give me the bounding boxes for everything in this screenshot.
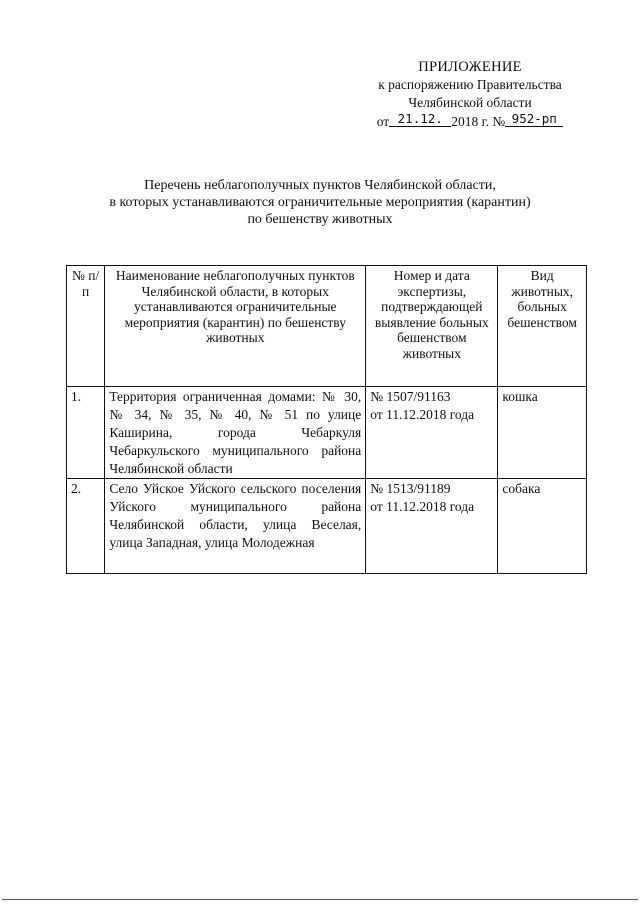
exam-number: № 1507/91163 [370, 389, 451, 404]
exam-date: от 11.12.2018 года [370, 407, 475, 422]
exam-number: № 1513/91189 [370, 481, 451, 496]
row-exam [366, 479, 498, 574]
appendix-region-line: Челябинской области [408, 95, 532, 110]
order-date: 21.12. [389, 112, 451, 127]
appendix-order-line: к распоряжению Правительства [378, 77, 562, 92]
row-animal: кошка [498, 387, 587, 479]
row-num: 1. [67, 387, 105, 479]
order-date-line [340, 112, 600, 131]
title-line-1: Перечень неблагополучных пунктов Челябинской области, [144, 178, 496, 193]
order-year: 2018 г. № [451, 114, 506, 129]
header-num: № п/п [67, 266, 105, 387]
row-location-name: Территория ограниченная домами: № 30, № 34, № 35, № 40, № 51 по улице Каширина, города Чебаркуля Чебаркульского муниципального района Челябинской области [105, 387, 366, 479]
header-animal: Вид животных, больных бешенством [498, 266, 587, 387]
locations-table [66, 265, 587, 574]
table-header-row [67, 266, 587, 387]
header-name: Наименование неблагополучных пунктов Челябинской области, в которых устанавливаются ограничительные мероприятия (карантин) по бешенству животных [105, 266, 366, 387]
header-exam: Номер и дата экспертизы, подтверждающей выявление больных бешенством животных [366, 266, 498, 387]
table-row [67, 387, 587, 479]
title-line-3: по бешенству животных [247, 212, 393, 227]
row-exam [366, 387, 498, 479]
appendix-header [340, 58, 600, 131]
document-title [70, 177, 570, 228]
table-row [67, 479, 587, 574]
row-num: 2. [67, 479, 105, 574]
appendix-title: ПРИЛОЖЕНИЕ [418, 59, 522, 75]
date-prefix: от [376, 114, 390, 129]
row-animal: собака [498, 479, 587, 574]
row-location-name: Село Уйское Уйского сельского поселения Уйского муниципального района Челябинской области, улица Веселая, улица Западная, улица Молодежная [105, 479, 366, 574]
page-bottom-rule [2, 899, 638, 900]
title-line-2: в которых устанавливаются ограничительные мероприятия (карантин) [109, 195, 531, 210]
exam-date: от 11.12.2018 года [370, 499, 475, 514]
order-number: 952-рп [505, 112, 563, 127]
